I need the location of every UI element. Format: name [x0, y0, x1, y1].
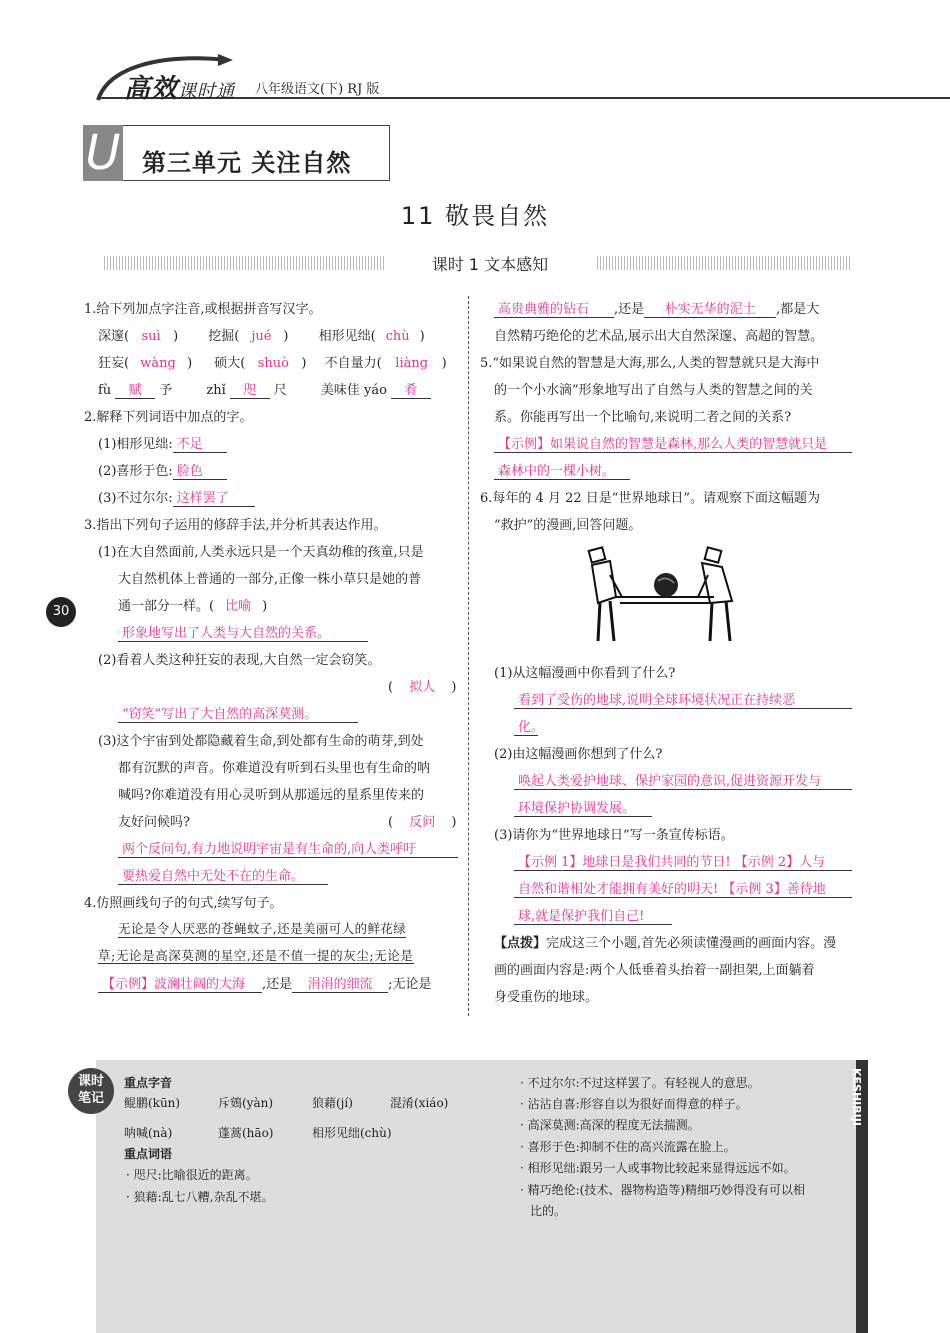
note-word: · 精巧绝伦:(技术、器物构造等)精细巧妙得没有可以相 — [520, 1183, 806, 1197]
q3-s1-line2: 大自然机体上普通的一部分,正像一株小草只是她的普 — [118, 572, 422, 587]
q3-s3-explain-2: 要热爱自然中无处不在的生命。 — [118, 865, 328, 885]
q5-line3: 系。你能再写出一个比喻句,来说明二者之间的关系? — [494, 410, 792, 425]
q4-line4: 高贵典雅的钻石 ,还是 朴实无华的泥土 ,都是大 — [494, 298, 819, 318]
notes-heading-chars: 重点字音 — [124, 1076, 173, 1090]
note-char: 斥鴳(yàn) — [218, 1096, 274, 1110]
q4-title: 4.仿照画线句子的句式,续写句子。 — [84, 896, 283, 911]
q1-row3: fù 赋 予 zhǐ 咫 尺 美味佳 yáo 肴 — [98, 379, 431, 399]
note-char: 呐喊(nà) — [124, 1126, 173, 1140]
brand-logo: 高效课时通 — [124, 74, 236, 104]
q2-item-1: (1)相形见绌: 不足 — [98, 433, 227, 453]
q6-ans1-1: 看到了受伤的地球,说明全球环境状况正在持续恶 — [514, 689, 852, 709]
q3-s3-line2: 都有沉默的声音。你难道没有听到石头里也有生命的呐 — [118, 761, 431, 776]
q4-line5: 自然精巧绝伦的艺术品,展示出大自然深邃、高超的智慧。 — [494, 329, 824, 344]
q6-tip-3: 身受重伤的地球。 — [494, 990, 599, 1005]
q6-ans2-2: 环境保护协调发展。 — [514, 797, 652, 817]
note-char: 混淆(xiáo) — [390, 1096, 449, 1110]
note-word: · 高深莫测:高深的程度无法揣测。 — [520, 1118, 700, 1132]
q3-s3-answer: ( 反问 ) — [388, 815, 457, 830]
note-char: 相形见绌(chù) — [312, 1126, 392, 1140]
q5-answer-2: 森林中的一棵小树。 — [494, 460, 630, 480]
note-word-cont: 比的。 — [530, 1204, 567, 1218]
note-char: 鲲鹏(kūn) — [124, 1096, 181, 1110]
note-word: · 相形见绌:跟另一人或事物比较起来显得远远不如。 — [520, 1161, 796, 1175]
q6-line1: 6.每年的 4 月 22 日是“世界地球日”。请观察下面这幅题为 — [480, 491, 821, 506]
q3-s3-explain-1: 两个反问句,有力地说明宇宙是有生命的,向人类呼吁 — [118, 838, 458, 858]
q3-s3-line1: (3)这个宇宙到处都隐藏着生命,到处都有生命的萌芽,到处 — [98, 734, 424, 749]
q6-tip-2: 画的画面内容是:两个人低垂着头抬着一副担架,上面躺着 — [494, 963, 815, 978]
note-char: 蓬蒿(hāo) — [218, 1126, 274, 1140]
q2-title: 2.解释下列词语中加点的字。 — [84, 410, 253, 425]
q4-line2: 草;无论是高深莫测的星空,还是不值一提的灰尘;无论是 — [98, 948, 414, 963]
lesson-title: 11 敬畏自然 — [400, 202, 550, 230]
book-subtitle: 八年级语文(下) RJ 版 — [255, 82, 380, 97]
q6-ans3-2: 自然和谐相处才能拥有美好的明天! 【示例 3】善待地 — [514, 878, 852, 898]
stretcher-cartoon — [580, 545, 750, 645]
q3-s3-line4: 友好问候吗? — [118, 815, 190, 830]
section-hatch-right — [597, 256, 852, 270]
notes-side-label: KESHIBIJI — [850, 1068, 863, 1126]
note-word: · 狼藉:乱七八糟,杂乱不堪。 — [126, 1190, 274, 1204]
q6-ans2-1: 唤起人类爱护地球、保护家园的意识,促进资源开发与 — [514, 770, 852, 790]
notes-badge: 课时 笔记 — [68, 1068, 114, 1114]
note-word: · 喜形于色:抑制不住的高兴流露在脸上。 — [520, 1140, 736, 1154]
q3-s3-line3: 喊吗?你难道没有用心灵听到从那遥远的星系里传来的 — [118, 788, 424, 803]
unit-title: 第三单元 关注自然 — [142, 148, 352, 177]
q3-s2-line: (2)看着人类这种狂妄的表现,大自然一定会窃笑。 — [98, 653, 381, 668]
q5-answer-1: 【示例】如果说自然的智慧是森林,那么人类的智慧就只是 — [494, 433, 852, 453]
q2-item-3: (3)不过尔尔: 这样罢了 — [98, 487, 255, 507]
q6-ans3-3: 球,就是保护我们自己! — [514, 905, 672, 925]
q6-sub2: (2)由这幅漫画你想到了什么? — [494, 747, 663, 762]
q1-row1: 深邃( suì ) 挖掘( jué ) 相形见绌( chù ) — [98, 329, 425, 344]
unit-letter: U — [83, 125, 123, 181]
section-title: 课时 1 文本感知 — [431, 255, 549, 274]
q1-row2: 狂妄( wàng ) 硕大( shuò ) 不自量力( liàng ) — [98, 356, 447, 371]
q3-s2-answer: ( 拟人 ) — [388, 680, 457, 695]
q6-sub3: (3)请你为“世界地球日”写一条宣传标语。 — [494, 828, 734, 843]
note-word: · 咫尺:比喻很近的距离。 — [126, 1168, 258, 1182]
q5-line1: 5.“如果说自然的智慧是大海,那么,人类的智慧就只是大海中 — [480, 356, 820, 371]
note-word: · 沾沾自喜:形容自以为很好而得意的样子。 — [520, 1097, 748, 1111]
q2-item-2: (2)喜形于色: 脸色 — [98, 460, 227, 480]
note-char: 狼藉(jí) — [312, 1096, 353, 1110]
q3-s1-explain: 形象地写出了人类与大自然的关系。 — [118, 622, 368, 642]
section-hatch-left — [104, 256, 384, 270]
q6-line2: “救护”的漫画,回答问题。 — [494, 518, 642, 533]
q3-s1-line1: (1)在大自然面前,人类永远只是一个天真幼稚的孩童,只是 — [98, 545, 424, 560]
q1-title: 1.给下列加点字注音,或根据拼音写汉字。 — [84, 302, 322, 317]
note-word: · 不过尔尔:不过这样罢了。有轻视人的意思。 — [520, 1076, 760, 1090]
q3-title: 3.指出下列句子运用的修辞手法,并分析其表达作用。 — [84, 518, 387, 533]
q3-s2-explain: “窃笑”写出了大自然的高深莫测。 — [118, 703, 358, 723]
column-divider — [468, 296, 469, 1016]
q4-line3: 【示例】波澜壮阔的大海 ,还是 涓涓的细流 ;无论是 — [98, 973, 432, 993]
page-number: 30 — [46, 597, 76, 627]
q4-line1: 无论是令人厌恶的苍蝇蚊子,还是美丽可人的鲜花绿 — [118, 921, 407, 936]
q6-sub1: (1)从这幅漫画中你看到了什么? — [494, 666, 676, 681]
q3-s1-line3: 通一部分一样。( 比喻 ) — [118, 599, 268, 614]
q6-ans1-2: 化。 — [514, 716, 538, 736]
q5-line2: 的一个小水滴”形象地写出了自然与人类的智慧之间的关 — [494, 383, 813, 398]
notes-heading-words: 重点词语 — [124, 1147, 173, 1161]
q6-ans3-1: 【示例 1】地球日是我们共同的节日! 【示例 2】人与 — [514, 851, 852, 871]
q6-tip-1: 【点拨】完成这三个小题,首先必须读懂漫画的画面内容。漫 — [494, 936, 837, 951]
